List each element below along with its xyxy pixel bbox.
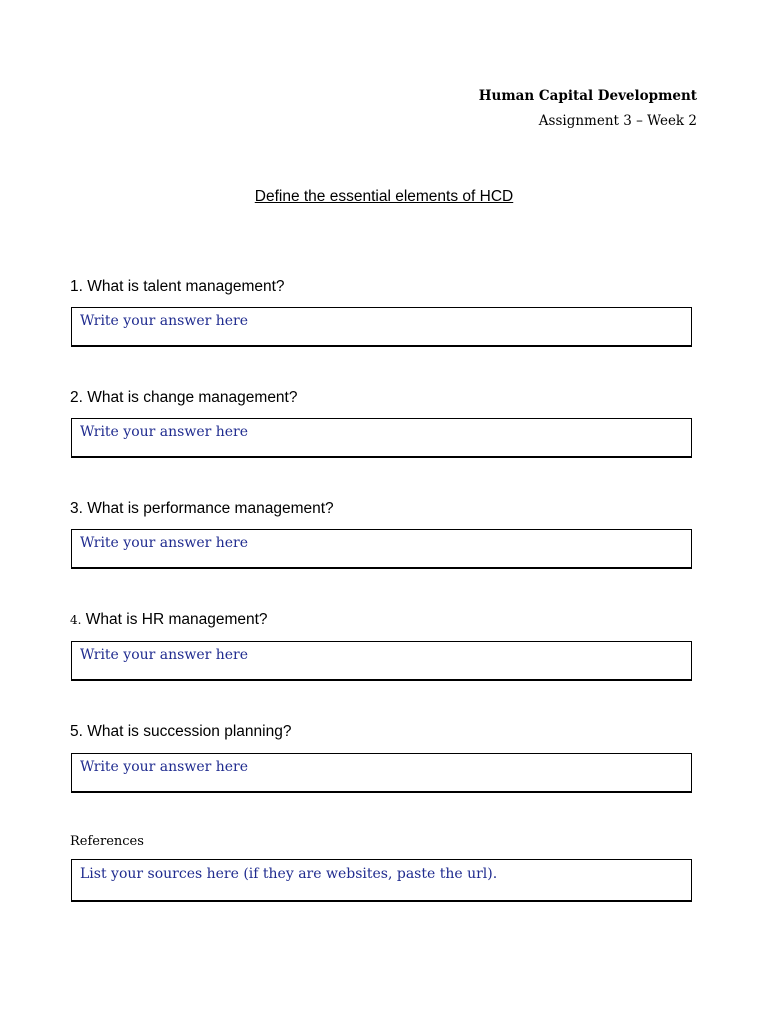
page-title: Define the essential elements of HCD (254, 188, 514, 205)
question-4 (70, 611, 268, 629)
answer-box-2[interactable] (71, 418, 692, 458)
course-title: Human Capital Development (478, 88, 697, 104)
question-2-text: What is change management? (87, 389, 298, 406)
question-4-text: What is HR management? (85, 611, 268, 628)
question-3-text: What is performance management? (87, 500, 334, 517)
question-5-text: What is succession planning? (87, 723, 292, 740)
answer-1-text[interactable]: Write your answer here (80, 313, 249, 329)
question-4-number: 4. (70, 613, 82, 627)
answer-5-text[interactable]: Write your answer here (80, 759, 249, 775)
question-5 (70, 723, 291, 741)
question-3-number: 3. (70, 500, 83, 517)
references-label: References (70, 834, 144, 849)
answer-4-text[interactable]: Write your answer here (80, 647, 249, 663)
question-1-number: 1. (70, 278, 83, 295)
references-box[interactable] (71, 859, 692, 902)
question-2 (70, 389, 297, 407)
assignment-subtitle: Assignment 3 – Week 2 (538, 113, 697, 129)
question-5-number: 5. (70, 723, 83, 740)
answer-box-1[interactable] (71, 307, 692, 347)
answer-box-5[interactable] (71, 753, 692, 793)
question-3 (70, 500, 334, 518)
question-1-text: What is talent management? (87, 278, 285, 295)
answer-box-4[interactable] (71, 641, 692, 681)
question-1 (70, 278, 285, 296)
answer-box-3[interactable] (71, 529, 692, 569)
references-text[interactable]: List your sources here (if they are websites, paste the url). (80, 866, 498, 882)
answer-3-text[interactable]: Write your answer here (80, 535, 249, 551)
question-2-number: 2. (70, 389, 83, 406)
answer-2-text[interactable]: Write your answer here (80, 424, 249, 440)
